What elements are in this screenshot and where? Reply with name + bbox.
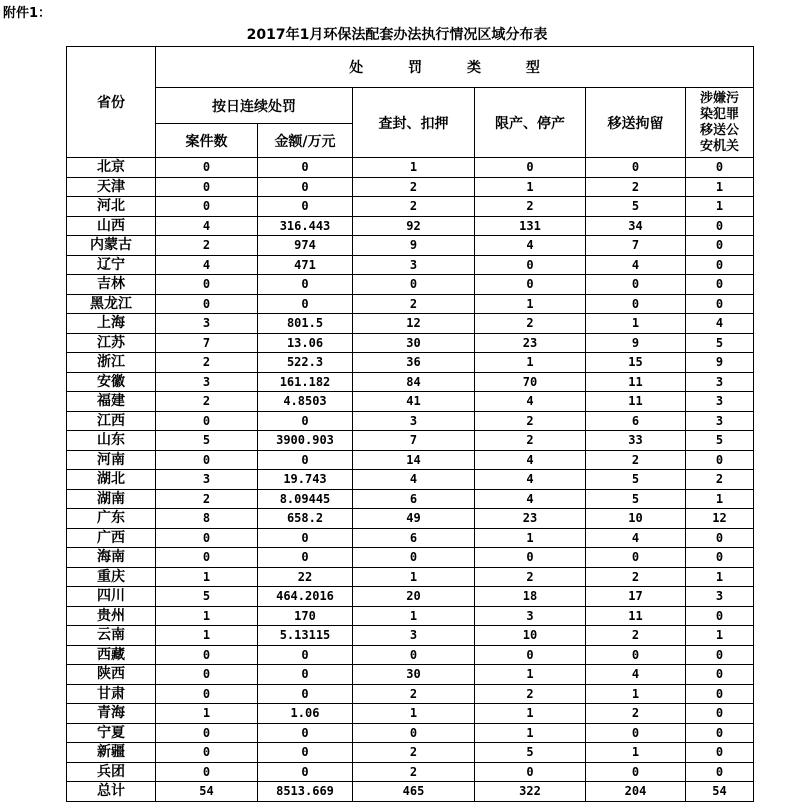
value-cell: 471	[258, 255, 353, 275]
value-cell: 3	[686, 392, 754, 412]
value-cell: 0	[156, 548, 258, 568]
value-cell: 0	[258, 275, 353, 295]
value-cell: 0	[686, 606, 754, 626]
table-row	[67, 587, 754, 607]
value-cell: 0	[156, 645, 258, 665]
value-cell: 22	[258, 567, 353, 587]
value-cell: 3	[156, 470, 258, 490]
value-cell: 316.443	[258, 216, 353, 236]
value-cell: 0	[156, 723, 258, 743]
value-cell: 7	[353, 431, 475, 451]
value-cell: 170	[258, 606, 353, 626]
value-cell: 3	[353, 255, 475, 275]
value-cell: 0	[258, 294, 353, 314]
value-cell: 1	[156, 606, 258, 626]
table-row	[67, 255, 754, 275]
value-cell: 0	[156, 177, 258, 197]
value-cell: 0	[156, 450, 258, 470]
value-cell: 54	[156, 782, 258, 802]
value-cell: 204	[586, 782, 686, 802]
value-cell: 0	[475, 275, 586, 295]
province-cell: 广东	[67, 509, 156, 529]
value-cell: 0	[353, 723, 475, 743]
value-cell: 4	[475, 450, 586, 470]
value-cell: 0	[156, 411, 258, 431]
table-row	[67, 333, 754, 353]
value-cell: 13.06	[258, 333, 353, 353]
value-cell: 0	[258, 684, 353, 704]
value-cell: 4	[475, 236, 586, 256]
value-cell: 0	[686, 548, 754, 568]
value-cell: 1	[156, 626, 258, 646]
value-cell: 0	[475, 762, 586, 782]
value-cell: 0	[258, 528, 353, 548]
value-cell: 0	[258, 158, 353, 178]
value-cell: 1	[156, 567, 258, 587]
value-cell: 0	[156, 665, 258, 685]
value-cell: 0	[686, 216, 754, 236]
value-cell: 4	[475, 489, 586, 509]
value-cell: 70	[475, 372, 586, 392]
value-cell: 2	[586, 567, 686, 587]
value-cell: 9	[353, 236, 475, 256]
table-row	[67, 509, 754, 529]
value-cell: 2	[475, 684, 586, 704]
table-body	[67, 158, 754, 802]
province-cell: 吉林	[67, 275, 156, 295]
value-cell: 2	[475, 197, 586, 217]
value-cell: 0	[475, 158, 586, 178]
value-cell: 19.743	[258, 470, 353, 490]
province-cell: 天津	[67, 177, 156, 197]
value-cell: 14	[353, 450, 475, 470]
value-cell: 4	[353, 470, 475, 490]
value-cell: 1.06	[258, 704, 353, 724]
value-cell: 12	[353, 314, 475, 334]
province-cell: 陕西	[67, 665, 156, 685]
value-cell: 41	[353, 392, 475, 412]
value-cell: 11	[586, 392, 686, 412]
table-row	[67, 665, 754, 685]
value-cell: 1	[475, 723, 586, 743]
value-cell: 1	[353, 704, 475, 724]
value-cell: 49	[353, 509, 475, 529]
value-cell: 20	[353, 587, 475, 607]
table-row	[67, 567, 754, 587]
value-cell: 3	[156, 314, 258, 334]
province-cell: 重庆	[67, 567, 156, 587]
value-cell: 5	[475, 743, 586, 763]
value-cell: 3	[353, 411, 475, 431]
province-cell: 海南	[67, 548, 156, 568]
value-cell: 0	[686, 704, 754, 724]
province-cell: 宁夏	[67, 723, 156, 743]
value-cell: 17	[586, 587, 686, 607]
value-cell: 4	[475, 470, 586, 490]
value-cell: 0	[586, 548, 686, 568]
province-cell: 湖南	[67, 489, 156, 509]
value-cell: 0	[156, 528, 258, 548]
table-row	[67, 762, 754, 782]
value-cell: 0	[258, 645, 353, 665]
table-row	[67, 723, 754, 743]
table-row	[67, 645, 754, 665]
table-row	[67, 314, 754, 334]
value-cell: 0	[686, 294, 754, 314]
value-cell: 1	[475, 177, 586, 197]
province-cell: 青海	[67, 704, 156, 724]
value-cell: 3	[353, 626, 475, 646]
value-cell: 4	[586, 528, 686, 548]
header-daily-penalty: 按日连续处罚	[156, 88, 353, 124]
province-cell: 辽宁	[67, 255, 156, 275]
value-cell: 2	[353, 762, 475, 782]
value-cell: 5	[156, 587, 258, 607]
value-cell: 2	[353, 177, 475, 197]
table-row	[67, 353, 754, 373]
value-cell: 8	[156, 509, 258, 529]
value-cell: 0	[686, 158, 754, 178]
value-cell: 5	[686, 333, 754, 353]
value-cell: 3	[686, 587, 754, 607]
value-cell: 1	[475, 528, 586, 548]
value-cell: 0	[686, 236, 754, 256]
value-cell: 10	[475, 626, 586, 646]
table-row	[67, 216, 754, 236]
value-cell: 3900.903	[258, 431, 353, 451]
value-cell: 2	[586, 704, 686, 724]
value-cell: 2	[156, 353, 258, 373]
value-cell: 92	[353, 216, 475, 236]
value-cell: 1	[475, 665, 586, 685]
value-cell: 3	[686, 411, 754, 431]
value-cell: 2	[156, 392, 258, 412]
value-cell: 0	[686, 665, 754, 685]
table-row	[67, 197, 754, 217]
province-cell: 上海	[67, 314, 156, 334]
table-row	[67, 431, 754, 451]
value-cell: 30	[353, 333, 475, 353]
value-cell: 3	[475, 606, 586, 626]
value-cell: 0	[258, 723, 353, 743]
table-row	[67, 158, 754, 178]
province-cell: 贵州	[67, 606, 156, 626]
value-cell: 0	[586, 762, 686, 782]
distribution-table	[66, 46, 754, 802]
province-cell: 山东	[67, 431, 156, 451]
table-title: 2017年1月环保法配套办法执行情况区域分布表	[246, 27, 548, 43]
value-cell: 0	[586, 275, 686, 295]
value-cell: 5	[586, 470, 686, 490]
value-cell: 0	[686, 723, 754, 743]
province-cell: 广西	[67, 528, 156, 548]
value-cell: 84	[353, 372, 475, 392]
value-cell: 9	[586, 333, 686, 353]
table-row	[67, 450, 754, 470]
value-cell: 2	[475, 411, 586, 431]
value-cell: 2	[475, 567, 586, 587]
header-penalty-type: 处 罚 类 型	[156, 47, 754, 88]
value-cell: 0	[586, 158, 686, 178]
header-limit-stop: 限产、停产	[475, 88, 586, 158]
value-cell: 0	[686, 275, 754, 295]
value-cell: 801.5	[258, 314, 353, 334]
value-cell: 0	[156, 197, 258, 217]
value-cell: 7	[586, 236, 686, 256]
value-cell: 6	[586, 411, 686, 431]
province-cell: 新疆	[67, 743, 156, 763]
value-cell: 0	[353, 548, 475, 568]
value-cell: 4	[686, 314, 754, 334]
table-row	[67, 177, 754, 197]
province-cell: 西藏	[67, 645, 156, 665]
value-cell: 5	[686, 431, 754, 451]
value-cell: 34	[586, 216, 686, 236]
value-cell: 11	[586, 606, 686, 626]
value-cell: 0	[353, 645, 475, 665]
province-cell: 总计	[67, 782, 156, 802]
header-seal-seize: 查封、扣押	[353, 88, 475, 158]
value-cell: 1	[475, 294, 586, 314]
value-cell: 1	[475, 353, 586, 373]
value-cell: 36	[353, 353, 475, 373]
value-cell: 2	[353, 743, 475, 763]
value-cell: 0	[475, 255, 586, 275]
province-cell: 江西	[67, 411, 156, 431]
value-cell: 2	[586, 450, 686, 470]
province-cell: 云南	[67, 626, 156, 646]
value-cell: 0	[156, 762, 258, 782]
province-cell: 湖北	[67, 470, 156, 490]
value-cell: 4	[586, 665, 686, 685]
province-cell: 安徽	[67, 372, 156, 392]
table-row	[67, 372, 754, 392]
value-cell: 8.09445	[258, 489, 353, 509]
value-cell: 0	[686, 450, 754, 470]
header-amount: 金额/万元	[258, 124, 353, 158]
value-cell: 23	[475, 509, 586, 529]
province-cell: 河南	[67, 450, 156, 470]
value-cell: 5	[156, 431, 258, 451]
value-cell: 2	[156, 236, 258, 256]
province-cell: 山西	[67, 216, 156, 236]
value-cell: 0	[586, 723, 686, 743]
table-row	[67, 743, 754, 763]
value-cell: 1	[353, 606, 475, 626]
value-cell: 6	[353, 528, 475, 548]
value-cell: 1	[586, 743, 686, 763]
value-cell: 12	[686, 509, 754, 529]
value-cell: 1	[686, 489, 754, 509]
value-cell: 2	[475, 431, 586, 451]
table-row	[67, 704, 754, 724]
value-cell: 161.182	[258, 372, 353, 392]
header-criminal-transfer: 涉嫌污 染犯罪 移送公 安机关	[686, 88, 754, 158]
value-cell: 0	[686, 684, 754, 704]
value-cell: 0	[156, 743, 258, 763]
value-cell: 522.3	[258, 353, 353, 373]
value-cell: 23	[475, 333, 586, 353]
province-cell: 江苏	[67, 333, 156, 353]
value-cell: 658.2	[258, 509, 353, 529]
value-cell: 0	[353, 275, 475, 295]
province-cell: 兵团	[67, 762, 156, 782]
value-cell: 9	[686, 353, 754, 373]
value-cell: 15	[586, 353, 686, 373]
value-cell: 2	[586, 177, 686, 197]
value-cell: 2	[475, 314, 586, 334]
value-cell: 0	[156, 294, 258, 314]
value-cell: 33	[586, 431, 686, 451]
value-cell: 0	[686, 762, 754, 782]
value-cell: 131	[475, 216, 586, 236]
value-cell: 0	[258, 548, 353, 568]
value-cell: 0	[586, 294, 686, 314]
value-cell: 0	[258, 665, 353, 685]
value-cell: 0	[258, 177, 353, 197]
value-cell: 0	[258, 411, 353, 431]
value-cell: 0	[686, 528, 754, 548]
value-cell: 5.13115	[258, 626, 353, 646]
value-cell: 0	[686, 255, 754, 275]
value-cell: 11	[586, 372, 686, 392]
value-cell: 464.2016	[258, 587, 353, 607]
value-cell: 2	[586, 626, 686, 646]
value-cell: 1	[156, 704, 258, 724]
value-cell: 5	[586, 489, 686, 509]
value-cell: 30	[353, 665, 475, 685]
value-cell: 5	[586, 197, 686, 217]
value-cell: 1	[686, 626, 754, 646]
attachment-label: 附件1：	[3, 6, 52, 21]
province-cell: 福建	[67, 392, 156, 412]
value-cell: 0	[586, 645, 686, 665]
value-cell: 4	[156, 255, 258, 275]
table-row	[67, 236, 754, 256]
value-cell: 1	[686, 177, 754, 197]
value-cell: 6	[353, 489, 475, 509]
total-row	[67, 782, 754, 802]
table-row	[67, 275, 754, 295]
value-cell: 2	[353, 294, 475, 314]
value-cell: 0	[475, 548, 586, 568]
value-cell: 1	[586, 314, 686, 334]
value-cell: 18	[475, 587, 586, 607]
value-cell: 3	[156, 372, 258, 392]
table-row	[67, 606, 754, 626]
value-cell: 1	[586, 684, 686, 704]
value-cell: 7	[156, 333, 258, 353]
value-cell: 3	[686, 372, 754, 392]
province-cell: 内蒙古	[67, 236, 156, 256]
value-cell: 1	[686, 567, 754, 587]
province-cell: 浙江	[67, 353, 156, 373]
table-row	[67, 294, 754, 314]
table-row	[67, 528, 754, 548]
value-cell: 0	[258, 197, 353, 217]
value-cell: 2	[353, 684, 475, 704]
value-cell: 4.8503	[258, 392, 353, 412]
value-cell: 2	[686, 470, 754, 490]
province-cell: 北京	[67, 158, 156, 178]
value-cell: 322	[475, 782, 586, 802]
value-cell: 4	[475, 392, 586, 412]
value-cell: 4	[156, 216, 258, 236]
province-cell: 甘肃	[67, 684, 156, 704]
value-cell: 4	[586, 255, 686, 275]
province-cell: 河北	[67, 197, 156, 217]
value-cell: 1	[353, 158, 475, 178]
value-cell: 0	[475, 645, 586, 665]
value-cell: 0	[156, 684, 258, 704]
header-case-count: 案件数	[156, 124, 258, 158]
table-row	[67, 489, 754, 509]
value-cell: 465	[353, 782, 475, 802]
value-cell: 2	[156, 489, 258, 509]
value-cell: 54	[686, 782, 754, 802]
value-cell: 0	[686, 743, 754, 763]
value-cell: 0	[156, 158, 258, 178]
table-row	[67, 470, 754, 490]
table-row	[67, 626, 754, 646]
header-detention: 移送拘留	[586, 88, 686, 158]
value-cell: 0	[156, 275, 258, 295]
province-cell: 四川	[67, 587, 156, 607]
value-cell: 0	[258, 450, 353, 470]
table-row	[67, 684, 754, 704]
value-cell: 2	[353, 197, 475, 217]
value-cell: 1	[686, 197, 754, 217]
table-row	[67, 548, 754, 568]
value-cell: 1	[353, 567, 475, 587]
value-cell: 0	[258, 743, 353, 763]
table-row	[67, 392, 754, 412]
table-row	[67, 411, 754, 431]
province-cell: 黑龙江	[67, 294, 156, 314]
header-province: 省份	[67, 47, 156, 158]
value-cell: 974	[258, 236, 353, 256]
value-cell: 0	[686, 645, 754, 665]
value-cell: 0	[258, 762, 353, 782]
value-cell: 8513.669	[258, 782, 353, 802]
value-cell: 1	[475, 704, 586, 724]
value-cell: 10	[586, 509, 686, 529]
